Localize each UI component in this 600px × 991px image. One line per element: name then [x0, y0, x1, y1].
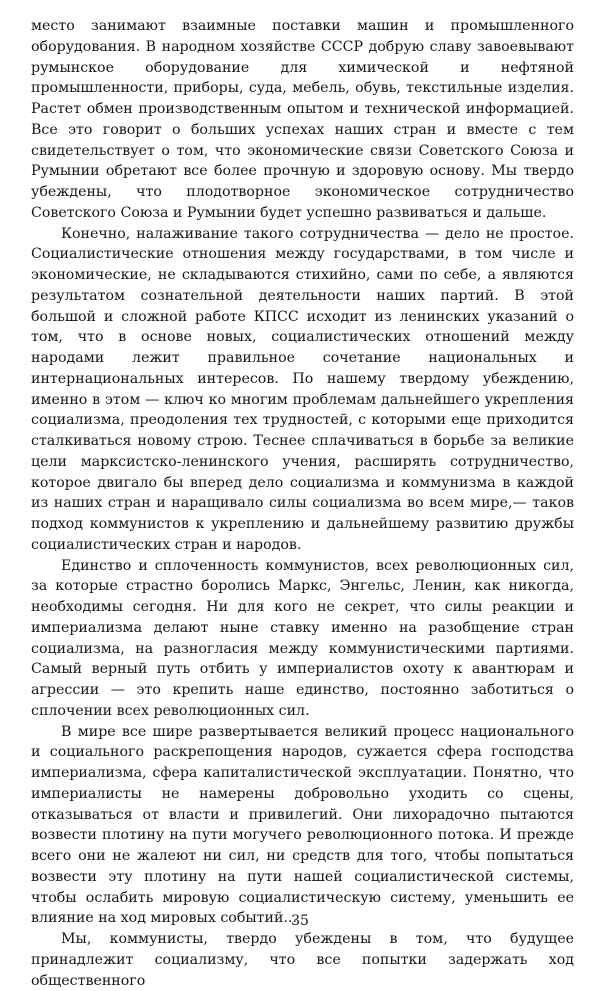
paragraph-1: место занимают взаимные поставки машин и промышленного оборудования. В народном хозяйстве СССР добрую славу завоевывают румынское оборудование для химической и нефтяной промышленности, приборы, суда, мебель, обувь, текстильные изделия. Растет обмен производственным опытом и технической информацией. Все это говорит о больших успехах наших стран и вместе с тем свидетельствует о том, что экономические связи Советского Союза и Румынии обретают все более прочную и здоровую основу. Мы твердо убеждены, что плодотворное экономическое сотрудничество Советского Союза и Румынии будет успешно развиваться и дальше.: [31, 18, 574, 221]
paragraph-3: Единство и сплоченность коммунистов, всех революционных сил, за которые страстно боролись Маркс, Энгельс, Ленин, как никогда, необходимы сегодня. Ни для кого не секрет, что силы реакции и империализма делают ныне ставку именно на разобщение стран социализма, на разногласия между коммунистическими партиями. Самый верный путь отбить у империалистов охоту к авантюрам и агрессии — это крепить наше единство, постоянно заботиться о сплочении всех революционных сил.: [31, 557, 574, 719]
paragraph-4: В мире все шире развертывается великий процесс национального и социального раскрепощения народов, сужается сфера господства империализма, сфера капиталистической эксплуатации. Понятно, что империалисты не намерены добровольно уходить со сцены, отказываться от власти и привилегий. Они лихорадочно пытаются возвести плотину на пути могучего революционного потока. И прежде всего они не жалеют ни сил, ни средств для того, чтобы попытаться возвести эту плотину на пути нашей социалистической системы, чтобы ослабить мировую социалистическую систему, уменьшить ее влияние на ход мировых событий...: [31, 723, 574, 927]
paragraph-2: Конечно, налаживание такого сотрудничества — дело не простое. Социалистические отношения между государствами, в том числе и экономические, не складываются стихийно, сами по себе, а являются результатом сознательной деятельности наших партий. В этой большой и сложной работе КПСС исходит из ленинских указаний о том, что в основе новых, социалистических отношений между народами лежит правильное сочетание национальных и интернациональных интересов. По нашему твердому убеждению, именно в этом — ключ ко многим проблемам дальнейшего укрепления социализма, преодоления тех трудностей, с которыми еще приходится сталкиваться новому строю. Теснее сплачиваться в борьбе за великие цели марксистско-ленинского учения, расширять сотрудничество, которое двигало бы вперед дело социализма и коммунизма в каждой из наших стран и наращивало силы социализма во всем мире,— таков подход коммунистов к укреплению и дальнейшему развитию дружбы социалистических стран и народов.: [31, 225, 574, 553]
paragraph-5: Мы, коммунисты, твердо убеждены в том, что будущее принадлежит социализму, что все попытки задержать ход общественного: [31, 931, 574, 989]
page-number: 35: [291, 913, 309, 929]
document-page: [31, 16, 574, 991]
